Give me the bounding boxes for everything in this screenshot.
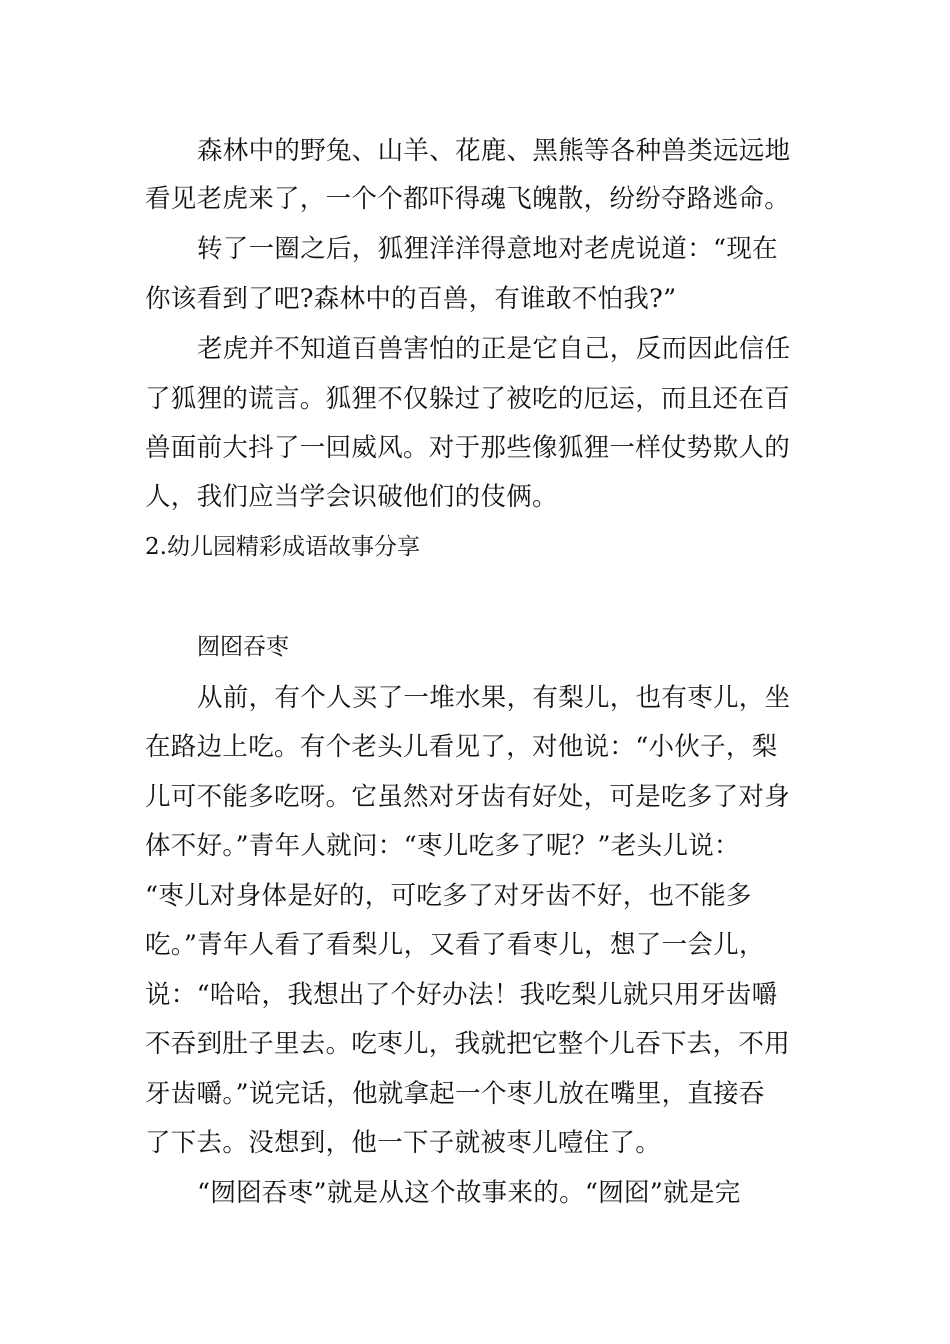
paragraph-5-line-1: “囫囵吞枣”就是从这个故事来的。“囫囵”就是完 bbox=[197, 1178, 741, 1208]
paragraph-3-line-2: 了狐狸的谎言。狐狸不仅躲过了被吃的厄运，而且还在百 bbox=[145, 384, 791, 414]
paragraph-4-line-7: 说：“哈哈，我想出了个好办法！我吃梨儿就只用牙齿嚼 bbox=[145, 980, 778, 1010]
paragraph-4-line-10: 了下去。没想到，他一下子就被枣儿噎住了。 bbox=[145, 1128, 662, 1158]
paragraph-4-line-5: “枣儿对身体是好的，可吃多了对牙齿不好，也不能多 bbox=[145, 881, 752, 911]
paragraph-2-line-1: 转了一圈之后，狐狸洋洋得意地对老虎说道：“现在 bbox=[197, 234, 778, 264]
paragraph-4-line-8: 不吞到肚子里去。吃枣儿，我就把它整个儿吞下去，不用 bbox=[145, 1029, 791, 1059]
paragraph-4-line-2: 在路边上吃。有个老头儿看见了，对他说：“小伙子，梨 bbox=[145, 732, 778, 762]
paragraph-2-line-2: 你该看到了吧?森林中的百兽，有谁敢不怕我?” bbox=[145, 284, 677, 314]
paragraph-4-line-9: 牙齿嚼。”说完话，他就拿起一个枣儿放在嘴里，直接吞 bbox=[145, 1079, 765, 1109]
paragraph-3-line-4: 人，我们应当学会识破他们的伎俩。 bbox=[145, 482, 558, 512]
paragraph-4-line-1: 从前，有个人买了一堆水果，有梨儿，也有枣儿，坐 bbox=[197, 683, 791, 713]
section-heading: 2.幼儿园精彩成语故事分享 bbox=[145, 534, 420, 560]
story-title: 囫囵吞枣 bbox=[197, 634, 289, 660]
paragraph-1-line-1: 森林中的野兔、山羊、花鹿、黑熊等各种兽类远远地 bbox=[197, 136, 791, 166]
paragraph-4-line-6: 吃。”青年人看了看梨儿，又看了看枣儿，想了一会儿， bbox=[145, 930, 765, 960]
paragraph-4-line-4: 体不好。”青年人就问：“枣儿吃多了呢？”老头儿说： bbox=[145, 831, 740, 861]
paragraph-1-line-2: 看见老虎来了，一个个都吓得魂飞魄散，纷纷夺路逃命。 bbox=[145, 184, 791, 214]
paragraph-3-line-3: 兽面前大抖了一回威风。对于那些像狐狸一样仗势欺人的 bbox=[145, 433, 791, 463]
paragraph-3-line-1: 老虎并不知道百兽害怕的正是它自己，反而因此信任 bbox=[197, 334, 791, 364]
paragraph-4-line-3: 儿可不能多吃呀。它虽然对牙齿有好处，可是吃多了对身 bbox=[145, 782, 791, 812]
